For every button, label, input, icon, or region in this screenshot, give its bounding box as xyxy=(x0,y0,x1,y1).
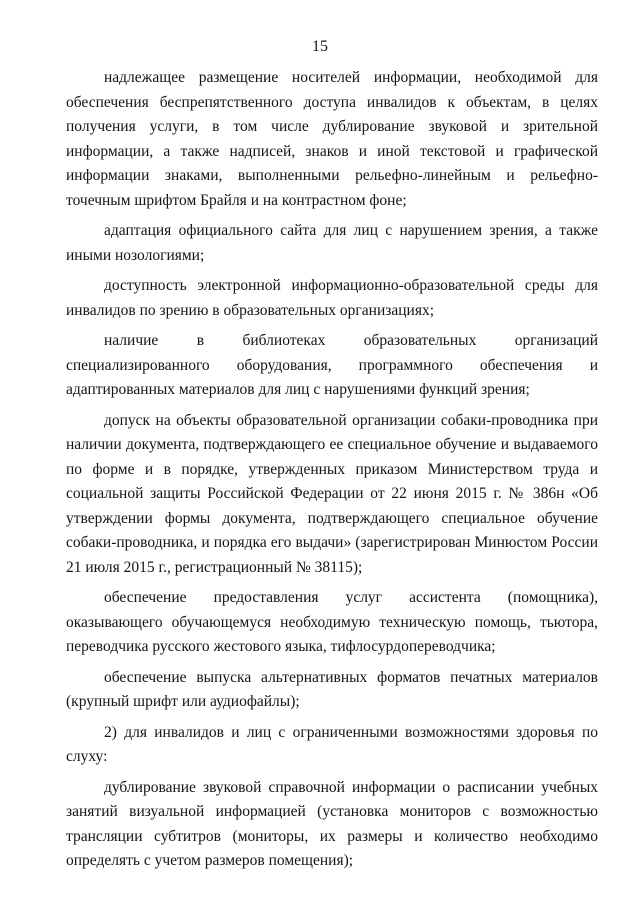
paragraph-hearing-heading: 2) для инвалидов и лиц с ограниченными возможностями здоровья по слуху: xyxy=(66,723,598,765)
paragraph-website-adaptation: адаптация официального сайта для лиц с нарушением зрения, а также иными нозологиями; xyxy=(66,222,598,264)
page-number: 15 xyxy=(312,38,328,55)
paragraph-electronic-environment: доступность электронной информационно-образовательной среды для инвалидов по зрению в образовательных организациях; xyxy=(66,277,598,319)
paragraph-guide-dog-access: допуск на объекты образовательной организации собаки-проводника при наличии документа, подтверждающего ее специальное обучение и выдаваемого по форме и в порядке, утвержденных приказом Министерством труда и социальной защиты Российской Федерации от 22 июня 2015 г. № 386н «Об утверждении формы документа, подтверждающего специальное обучение собаки-проводника, и порядка его выдачи» (зарегистрирован Минюстом России 21 июля 2015 г., регистрационный № 38115); xyxy=(66,411,598,576)
paragraph-audio-duplication: дублирование звуковой справочной информации о расписании учебных занятий визуальной информацией (установка мониторов с возможностью трансляции субтитров (мониторы, их размеры и количество необходимо определять с учетом размеров помещения); xyxy=(66,778,598,869)
paragraph-information-media: надлежащее размещение носителей информации, необходимой для обеспечения беспрепятственного доступа инвалидов к объектам, в целях получения услуги, в том числе дублирование звуковой и зрительной информации, а также надписей, знаков и иной текстовой и графической информации знаками, выполненными рельефно-линейным и рельефно-точечным шрифтом Брайля и на контрастном фоне; xyxy=(66,69,598,209)
paragraph-alternative-formats: обеспечение выпуска альтернативных форматов печатных материалов (крупный шрифт или аудиофайлы); xyxy=(66,668,598,710)
paragraph-assistant-services: обеспечение предоставления услуг ассистента (помощника), оказывающего обучающемуся необходимую техническую помощь, тьютора, переводчика русского жестового языка, тифлосурдопереводчика; xyxy=(66,589,598,655)
document-body xyxy=(66,66,598,880)
paragraph-library-equipment: наличие в библиотеках образовательных организаций специализированного оборудования, программного обеспечения и адаптированных материалов для лиц с нарушениями функций зрения; xyxy=(66,332,598,398)
